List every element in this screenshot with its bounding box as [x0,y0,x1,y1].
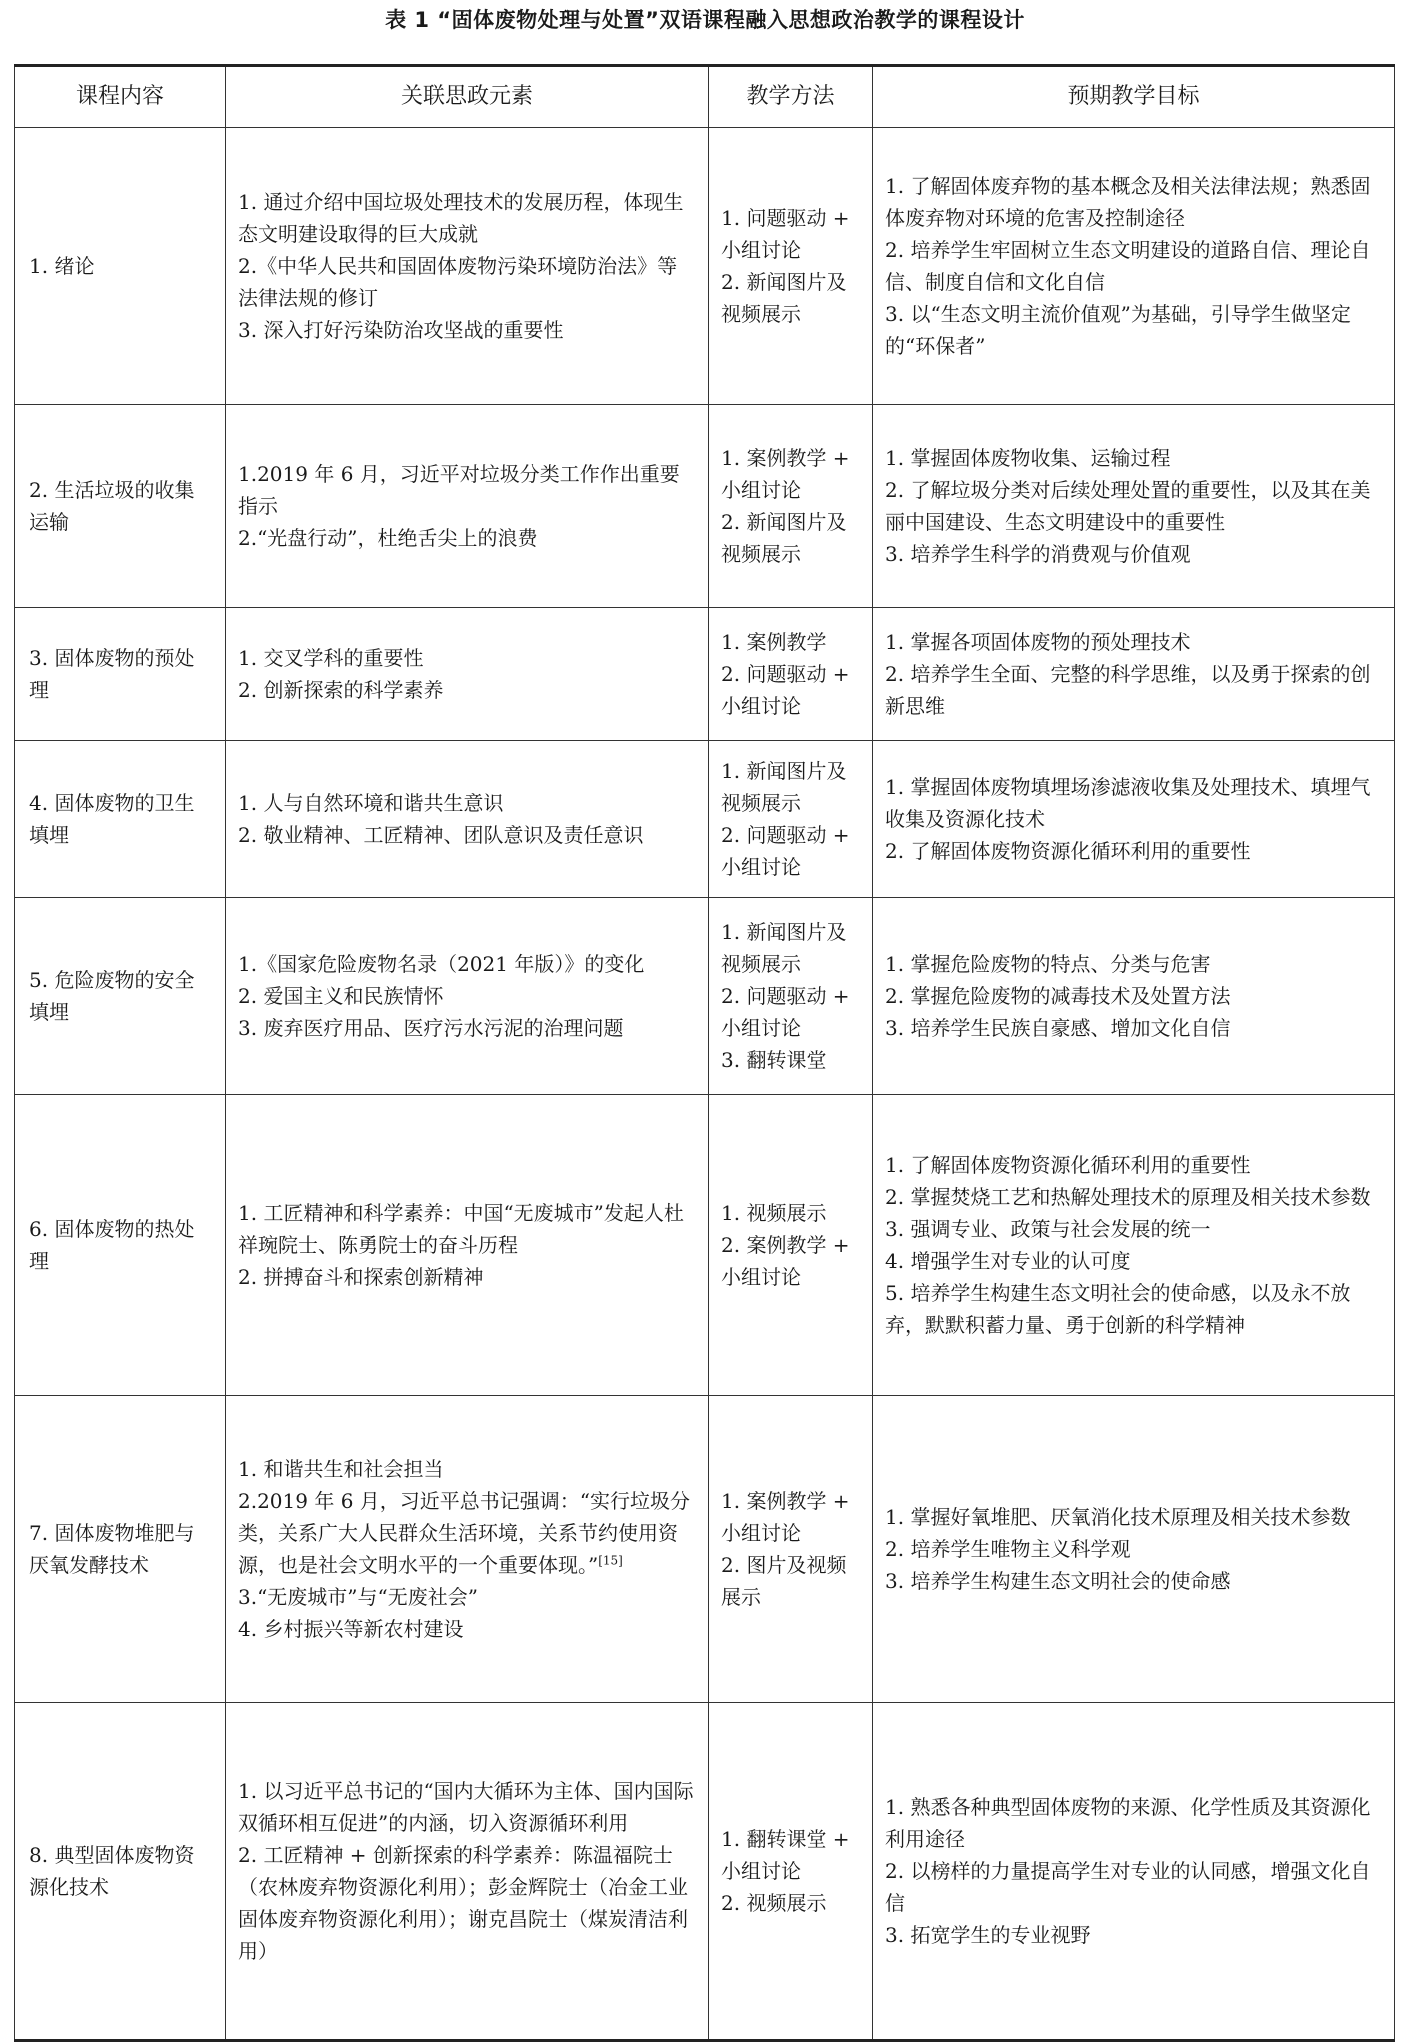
element-item: 1. 以习近平总书记的“国内大循环为主体、国内国际双循环相互促进”的内涵，切入资源循环利用 [238,1779,694,1835]
topic-cell: 7. 固体废物堆肥与厌氧发酵技术 [15,1396,226,1703]
goals-cell [873,898,1395,1095]
goal-item: 1. 掌握好氧堆肥、厌氧消化技术原理及相关技术参数 [885,1505,1351,1529]
goal-item: 1. 掌握各项固体废物的预处理技术 [885,630,1191,654]
elements-cell [226,898,709,1095]
goal-item: 1. 掌握固体废物填埋场渗滤液收集及处理技术、填埋气收集及资源化技术 [885,775,1371,831]
elements-cell [226,1703,709,2041]
header-methods: 教学方法 [709,66,873,128]
table-row [15,741,1395,898]
element-item: 2. 创新探索的科学素养 [238,678,444,702]
element-item: 2. 拼搏奋斗和探索创新精神 [238,1265,484,1289]
citation-marker: [15] [598,1553,623,1568]
goal-item: 3. 培养学生民族自豪感、增加文化自信 [885,1016,1231,1040]
topic-cell: 3. 固体废物的预处理 [15,608,226,741]
element-item: 1. 人与自然环境和谐共生意识 [238,791,504,815]
goal-item: 1. 熟悉各种典型固体废物的来源、化学性质及其资源化利用途径 [885,1795,1371,1851]
goal-item: 1. 掌握危险废物的特点、分类与危害 [885,952,1211,976]
element-item-with-citation [238,1485,696,1581]
goals-cell [873,1095,1395,1396]
goal-item: 1. 了解固体废物资源化循环利用的重要性 [885,1153,1251,1177]
goal-item: 1. 掌握固体废物收集、运输过程 [885,446,1171,470]
method-item: 1. 新闻图片及视频展示 [721,759,847,815]
goals-cell [873,1703,1395,2041]
header-elements: 关联思政元素 [226,66,709,128]
topic-cell: 8. 典型固体废物资源化技术 [15,1703,226,2041]
methods-cell [709,608,873,741]
element-item: 2. 敬业精神、工匠精神、团队意识及责任意识 [238,823,644,847]
element-item: 3. 废弃医疗用品、医疗污水污泥的治理问题 [238,1016,624,1040]
method-item: 1. 案例教学 + 小组讨论 [721,446,850,502]
element-item: 2. 爱国主义和民族情怀 [238,984,444,1008]
topic-cell: 2. 生活垃圾的收集运输 [15,405,226,608]
goal-item: 4. 增强学生对专业的认可度 [885,1249,1131,1273]
goal-item: 3. 拓宽学生的专业视野 [885,1923,1091,1947]
goal-item: 2. 掌握焚烧工艺和热解处理技术的原理及相关技术参数 [885,1185,1371,1209]
element-item: 2. 工匠精神 + 创新探索的科学素养：陈温福院士（农林废弃物资源化利用）；彭金辉院士（冶金工业固体废弃物资源化利用）；谢克昌院士（煤炭清洁利用） [238,1843,688,1963]
method-item: 2. 问题驱动 + 小组讨论 [721,662,850,718]
goal-item: 5. 培养学生构建生态文明社会的使命感，以及永不放弃，默默积蓄力量、勇于创新的科学精神 [885,1281,1351,1337]
topic-cell: 1. 绪论 [15,128,226,405]
goals-cell [873,128,1395,405]
goals-cell [873,1396,1395,1703]
topic-cell: 6. 固体废物的热处理 [15,1095,226,1396]
methods-cell [709,128,873,405]
element-item: 1.《国家危险废物名录（2021 年版）》的变化 [238,952,645,976]
goal-item: 3. 培养学生科学的消费观与价值观 [885,542,1191,566]
table-row [15,1703,1395,2041]
goal-item: 2. 培养学生牢固树立生态文明建设的道路自信、理论自信、制度自信和文化自信 [885,238,1371,294]
element-item: 1. 工匠精神和科学素养：中国“无废城市”发起人杜祥琬院士、陈勇院士的奋斗历程 [238,1201,684,1257]
header-goals: 预期教学目标 [873,66,1395,128]
method-item: 1. 新闻图片及视频展示 [721,920,847,976]
table-row [15,608,1395,741]
method-item: 2. 图片及视频展示 [721,1553,847,1609]
element-item: 1. 通过介绍中国垃圾处理技术的发展历程，体现生态文明建设取得的巨大成就 [238,190,684,246]
method-item: 1. 案例教学 + 小组讨论 [721,1489,850,1545]
goal-item: 3. 强调专业、政策与社会发展的统一 [885,1217,1211,1241]
method-item: 1. 视频展示 [721,1201,827,1225]
method-item: 1. 翻转课堂 + 小组讨论 [721,1827,850,1883]
goal-item: 3. 以“生态文明主流价值观”为基础，引导学生做坚定的“环保者” [885,302,1351,358]
course-design-table [14,64,1395,2042]
methods-cell [709,1703,873,2041]
goal-item: 2. 培养学生唯物主义科学观 [885,1537,1131,1561]
goal-item: 2. 掌握危险废物的减毒技术及处置方法 [885,984,1231,1008]
topic-cell: 4. 固体废物的卫生填埋 [15,741,226,898]
goals-cell [873,405,1395,608]
method-item: 2. 新闻图片及视频展示 [721,270,847,326]
method-item: 2. 问题驱动 + 小组讨论 [721,984,850,1040]
method-item: 1. 案例教学 [721,630,827,654]
goal-item: 2. 了解固体废物资源化循环利用的重要性 [885,839,1251,863]
table-row [15,128,1395,405]
goals-cell [873,608,1395,741]
table-caption: 表 1 “固体废物处理与处置”双语课程融入思想政治教学的课程设计 [385,8,1025,32]
goal-item: 2. 了解垃圾分类对后续处理处置的重要性，以及其在美丽中国建设、生态文明建设中的重要性 [885,478,1371,534]
table-row [15,1396,1395,1703]
method-item: 2. 新闻图片及视频展示 [721,510,847,566]
table-row [15,898,1395,1095]
goal-item: 2. 培养学生全面、完整的科学思维，以及勇于探索的创新思维 [885,662,1371,718]
element-item: 1. 交叉学科的重要性 [238,646,424,670]
element-item-text: 2.2019 年 6 月，习近平总书记强调：“实行垃圾分类，关系广大人民群众生活环境，关系节约使用资源，也是社会文明水平的一个重要体现。” [238,1489,691,1577]
element-item: 4. 乡村振兴等新农村建设 [238,1617,464,1641]
elements-cell [226,741,709,898]
methods-cell [709,741,873,898]
element-item: 2.“光盘行动”，杜绝舌尖上的浪费 [238,526,538,550]
methods-cell [709,1095,873,1396]
elements-cell [226,1396,709,1703]
method-item: 2. 问题驱动 + 小组讨论 [721,823,850,879]
elements-cell [226,128,709,405]
element-item: 3.“无废城市”与“无废社会” [238,1585,478,1609]
topic-cell: 5. 危险废物的安全填埋 [15,898,226,1095]
method-item: 2. 视频展示 [721,1891,827,1915]
element-item: 1. 和谐共生和社会担当 [238,1457,444,1481]
goal-item: 1. 了解固体废弃物的基本概念及相关法律法规；熟悉固体废弃物对环境的危害及控制途径 [885,174,1371,230]
table-row [15,405,1395,608]
goal-item: 3. 培养学生构建生态文明社会的使命感 [885,1569,1231,1593]
elements-cell [226,608,709,741]
element-item: 1.2019 年 6 月，习近平对垃圾分类工作作出重要指示 [238,462,680,518]
method-item: 1. 问题驱动 + 小组讨论 [721,206,850,262]
methods-cell [709,898,873,1095]
methods-cell [709,1396,873,1703]
goal-item: 2. 以榜样的力量提高学生对专业的认同感，增强文化自信 [885,1859,1371,1915]
element-item: 2.《中华人民共和国固体废物污染环境防治法》等法律法规的修订 [238,254,678,310]
table-header-row [15,66,1395,128]
element-item: 3. 深入打好污染防治攻坚战的重要性 [238,318,564,342]
header-topic: 课程内容 [15,66,226,128]
elements-cell [226,1095,709,1396]
method-item: 2. 案例教学 + 小组讨论 [721,1233,850,1289]
goals-cell [873,741,1395,898]
methods-cell [709,405,873,608]
method-item: 3. 翻转课堂 [721,1048,827,1072]
table-row [15,1095,1395,1396]
elements-cell [226,405,709,608]
